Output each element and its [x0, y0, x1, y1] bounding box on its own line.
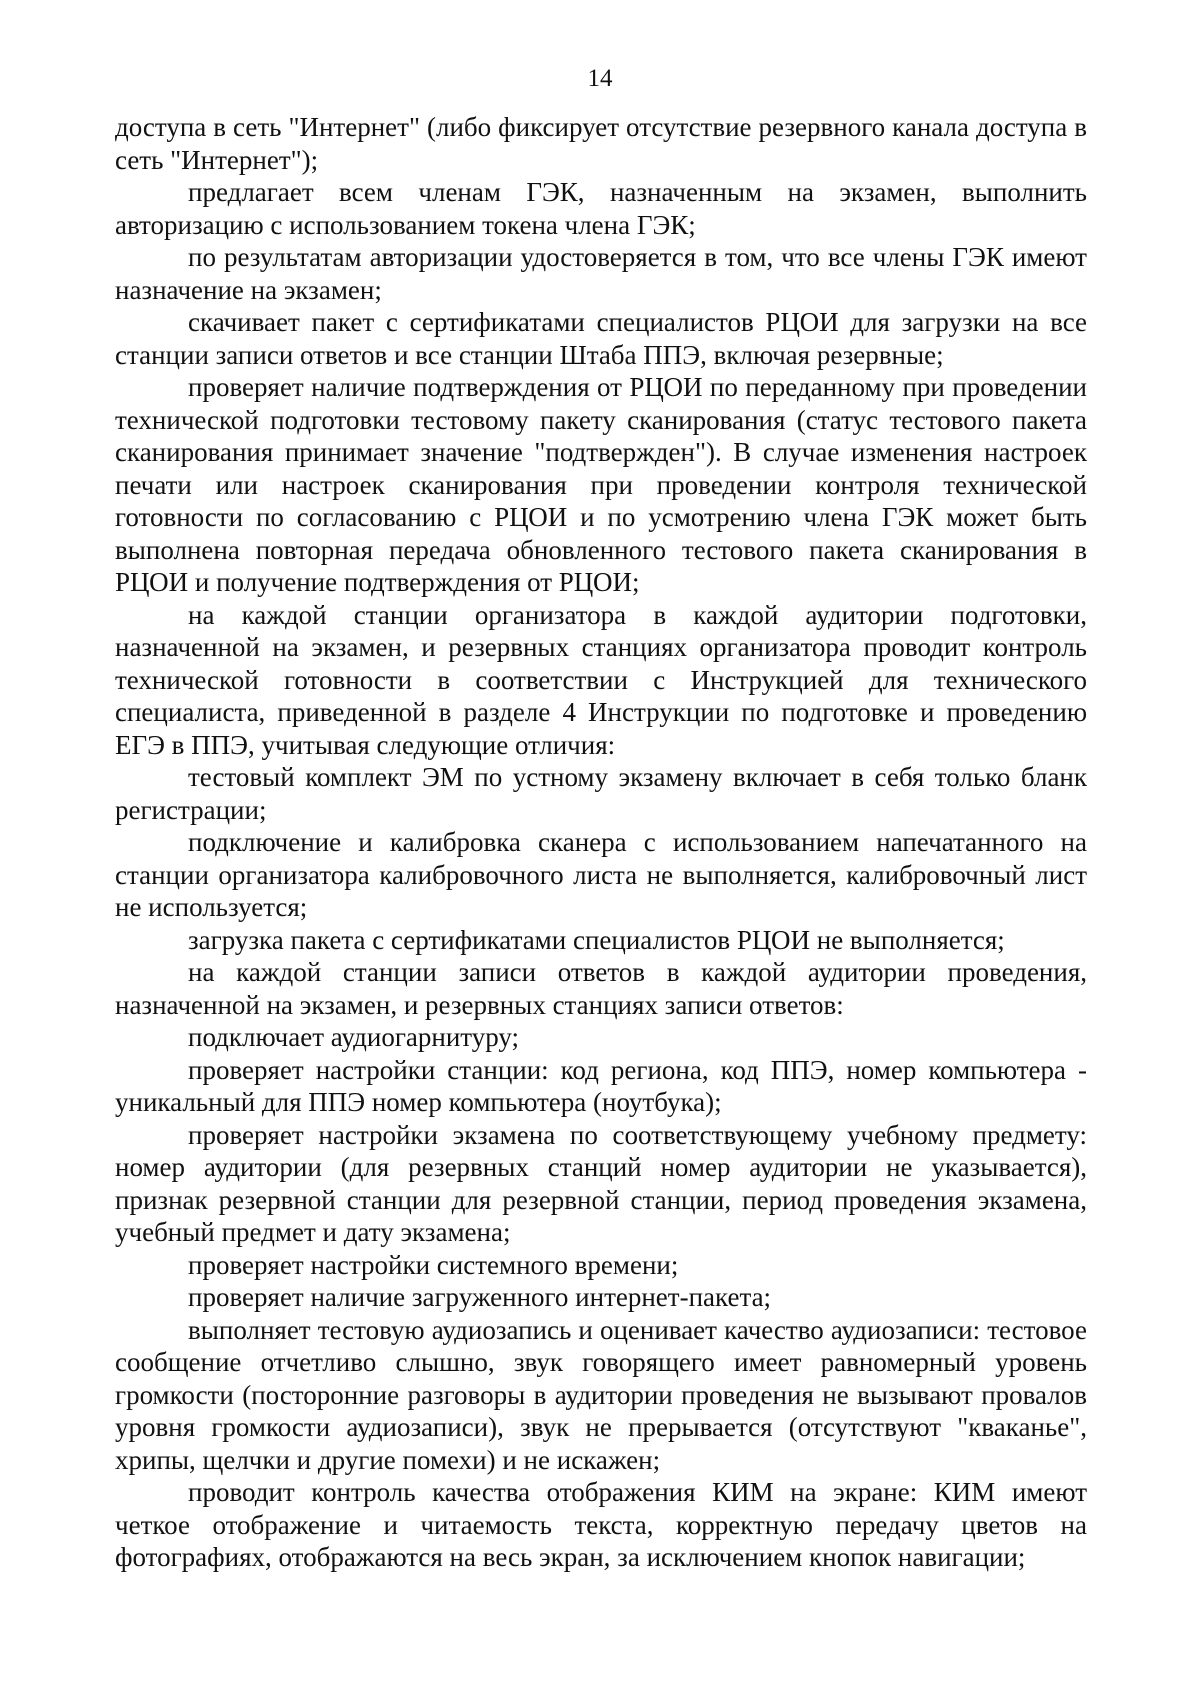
- paragraph: тестовый комплект ЭМ по устному экзамену включает в себя только бланк регистрации;: [115, 762, 1087, 825]
- paragraph: подключает аудиогарнитуру;: [188, 1022, 520, 1052]
- page-number: 14: [587, 65, 613, 92]
- paragraph: проверяет настройки экзамена по соответствующему учебному предмету: номер аудитории (для резервных станций номер аудитории не указывается), признак резервной станции для резервной станции, период проведения экзамена, учебный предмет и дату экзамена;: [115, 1119, 1087, 1247]
- paragraph: проверяет наличие подтверждения от РЦОИ по переданному при проведении технической подготовки тестовому пакету сканирования (статус тестового пакета сканирования принимает значение "подтвержден"). В случае изменения настроек печати или настроек сканирования при проведении контроля технической готовности по согласованию с РЦОИ и по усмотрению члена ГЭК может быть выполнена повторная передача обновленного тестового пакета сканирования в РЦОИ и получение подтверждения от РЦОИ;: [115, 372, 1087, 597]
- paragraph: на каждой станции организатора в каждой аудитории подготовки, назначенной на экзамен, и резервных станциях организатора проводит контроль технической готовности в соответствии с Инструкцией для технического специалиста, приведенной в разделе 4 Инструкции по подготовке и проведению ЕГЭ в ППЭ, учитывая следующие отличия:: [115, 599, 1087, 760]
- paragraph: проверяет настройки станции: код региона, код ППЭ, номер компьютера - уникальный для ППЭ номер компьютера (ноутбука);: [115, 1054, 1087, 1117]
- paragraph: выполняет тестовую аудиозапись и оценивает качество аудиозаписи: тестовое сообщение отчетливо слышно, звук говорящего имеет равномерный уровень громкости (посторонние разговоры в аудитории проведения не вызывают провалов уровня громкости аудиозаписи), звук не прерывается (отсутствуют "кваканье", хрипы, щелчки и другие помехи) и не искажен;: [115, 1314, 1087, 1475]
- paragraph: загрузка пакета с сертификатами специалистов РЦОИ не выполняется;: [188, 924, 1005, 955]
- paragraph-continuation: доступа в сеть "Интернет" (либо фиксирует отсутствие резервного канала доступа в сеть "Интернет");: [115, 112, 1087, 175]
- paragraph: подключение и калибровка сканера с использованием напечатанного на станции организатора калибровочного листа не выполняется, калибровочный лист не используется;: [115, 827, 1087, 922]
- paragraph: по результатам авторизации удостоверяется в том, что все члены ГЭК имеют назначение на экзамен;: [115, 242, 1087, 305]
- document-body: [115, 111, 1087, 1574]
- paragraph: проводит контроль качества отображения КИМ на экране: КИМ имеют четкое отображение и читаемость текста, корректную передачу цветов на фотографиях, отображаются на весь экран, за исключением кнопок навигации;: [115, 1477, 1087, 1572]
- paragraph: проверяет настройки системного времени;: [188, 1249, 679, 1280]
- paragraph: на каждой станции записи ответов в каждой аудитории проведения, назначенной на экзамен, и резервных станциях записи ответов:: [115, 957, 1087, 1020]
- paragraph: скачивает пакет с сертификатами специалистов РЦОИ для загрузки на все станции записи ответов и все станции Штаба ППЭ, включая резервные;: [115, 307, 1087, 370]
- paragraph: проверяет наличие загруженного интернет-пакета;: [188, 1282, 772, 1312]
- paragraph: предлагает всем членам ГЭК, назначенным на экзамен, выполнить авторизацию с использованием токена члена ГЭК;: [115, 177, 1087, 240]
